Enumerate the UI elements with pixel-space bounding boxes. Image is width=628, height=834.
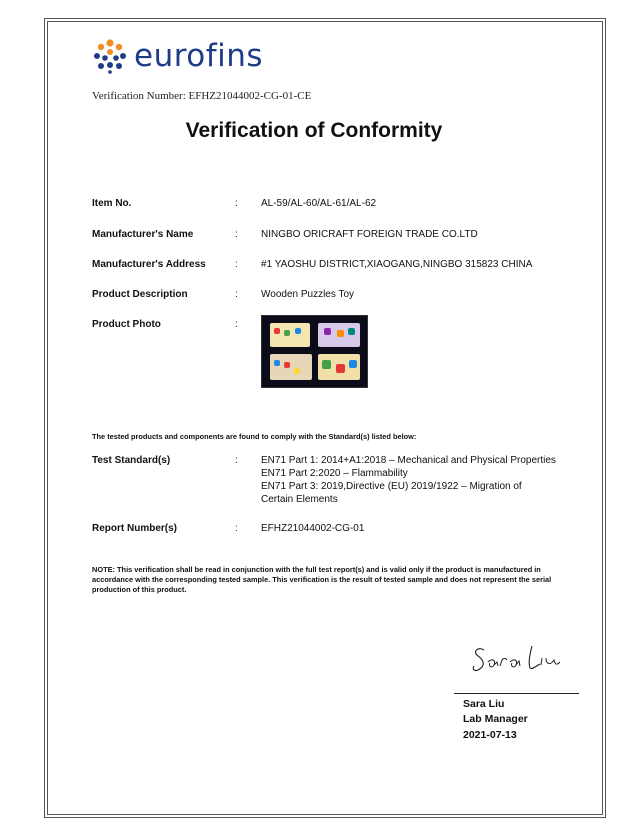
field-value: AL-59/AL-60/AL-61/AL-62 <box>261 198 377 209</box>
field-colon: : <box>235 289 238 300</box>
puzzle-board <box>270 354 312 380</box>
puzzle-piece <box>336 364 345 373</box>
signer-name: Sara Liu <box>463 698 505 710</box>
puzzle-piece <box>284 330 290 336</box>
field-value: EFHZ21044002-CG-01 <box>261 523 365 534</box>
puzzle-piece <box>274 328 280 334</box>
standards-list <box>261 454 591 506</box>
handwritten-signature <box>470 638 570 682</box>
product-photo <box>261 315 368 388</box>
note-text: NOTE: This verification shall be read in conjunction with the full test report(s) and is valid only if the product is manufactured in accordance with the corresponding tested sample. This verification is the result of tested sample and does not represent the serial production of this product. <box>92 565 552 594</box>
field-colon: : <box>235 319 238 330</box>
brand-name: eurofins <box>134 38 264 74</box>
field-label: Manufacturer's Address <box>92 259 206 270</box>
standard-line: Certain Elements <box>261 494 338 505</box>
signer-role: Lab Manager <box>463 713 528 725</box>
field-label: Manufacturer's Name <box>92 229 194 240</box>
field-value: Wooden Puzzles Toy <box>261 289 355 300</box>
eurofins-logo <box>92 36 263 76</box>
puzzle-piece <box>294 368 300 374</box>
field-value: #1 YAOSHU DISTRICT,XIAOGANG,NINGBO 315823 CHINA <box>261 259 533 270</box>
standard-line: EN71 Part 2:2020 – Flammability <box>261 468 408 479</box>
page-title: Verification of Conformity <box>185 119 443 142</box>
field-value: NINGBO ORICRAFT FOREIGN TRADE CO.LTD <box>261 229 478 240</box>
field-colon: : <box>235 198 238 209</box>
puzzle-piece <box>324 328 331 335</box>
puzzle-piece <box>284 362 290 368</box>
field-label: Item No. <box>92 198 132 209</box>
puzzle-piece <box>274 360 280 366</box>
puzzle-piece <box>348 328 355 335</box>
signature-line <box>454 693 579 694</box>
field-colon: : <box>235 229 238 240</box>
field-colon: : <box>235 455 238 466</box>
standard-line: EN71 Part 3: 2019,Directive (EU) 2019/1922 – Migration of <box>261 481 522 492</box>
verification-number: Verification Number: EFHZ21044002-CG-01-CE <box>92 90 312 102</box>
field-colon: : <box>235 259 238 270</box>
eurofins-logo-icon <box>92 38 128 74</box>
puzzle-piece <box>322 360 331 369</box>
signature-date: 2021-07-13 <box>463 729 517 741</box>
tested-statement: The tested products and components are found to comply with the Standard(s) listed below: <box>92 432 417 441</box>
field-label: Product Description <box>92 289 188 300</box>
field-label: Product Photo <box>92 319 161 330</box>
puzzle-piece <box>337 330 344 337</box>
field-label: Test Standard(s) <box>92 455 171 466</box>
puzzle-piece <box>349 360 357 368</box>
standard-line: EN71 Part 1: 2014+A1:2018 – Mechanical and Physical Properties <box>261 455 556 466</box>
puzzle-board <box>270 323 310 347</box>
field-colon: : <box>235 523 238 534</box>
puzzle-piece <box>295 328 301 334</box>
field-label: Report Number(s) <box>92 523 178 534</box>
